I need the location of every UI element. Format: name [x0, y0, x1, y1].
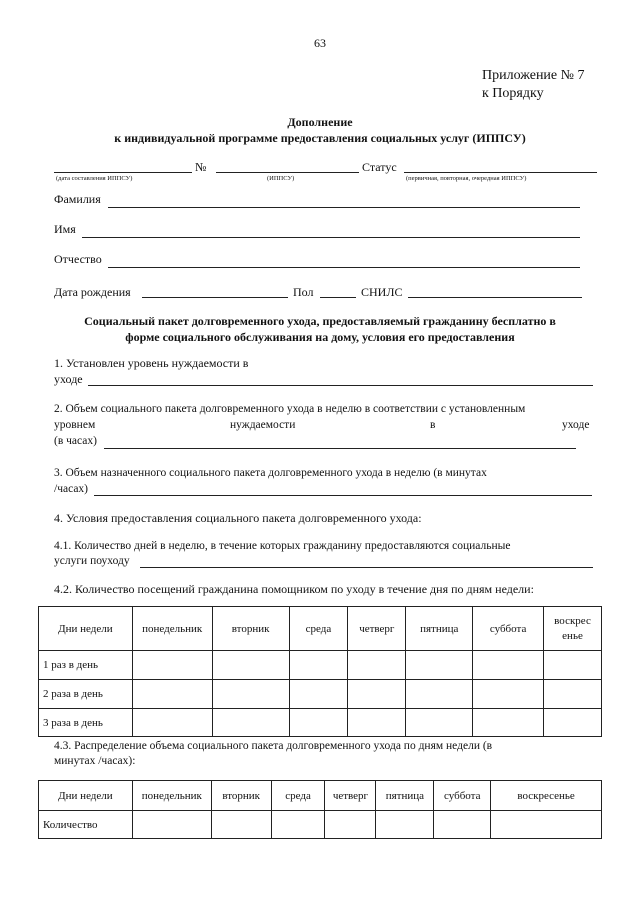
- row-label: 3 раза в день: [39, 709, 133, 737]
- table-cell[interactable]: [132, 680, 212, 709]
- table-cell[interactable]: [473, 651, 544, 680]
- patronymic-label: Отчество: [54, 252, 102, 266]
- status-label: Статус: [362, 160, 397, 174]
- visits-table: [38, 606, 602, 737]
- item2-line1: 2. Объем социального пакета долговременного ухода в неделю в соответствии с установленным: [54, 403, 526, 415]
- visits-table-header: [39, 607, 602, 651]
- table-cell[interactable]: [406, 709, 473, 737]
- appendix-label: Приложение № 7: [482, 68, 585, 83]
- header-cell: суббота: [434, 781, 491, 811]
- table-cell[interactable]: [473, 709, 544, 737]
- table-cell[interactable]: [406, 680, 473, 709]
- item1-answer-line[interactable]: [88, 385, 593, 386]
- table-cell[interactable]: [491, 811, 602, 839]
- table-cell[interactable]: [132, 709, 212, 737]
- header-cell: понедельник: [132, 781, 211, 811]
- birth-date-line[interactable]: [142, 297, 288, 298]
- sex-line[interactable]: [320, 297, 356, 298]
- appendix-order: к Порядку: [482, 86, 544, 101]
- item2-line3: (в часах): [54, 435, 97, 447]
- table-cell[interactable]: [434, 811, 491, 839]
- sex-label: Пол: [293, 285, 314, 299]
- header-cell: четверг: [348, 607, 406, 651]
- item41-answer-line[interactable]: [140, 567, 593, 568]
- snils-line[interactable]: [408, 297, 582, 298]
- table-cell[interactable]: [348, 680, 406, 709]
- section-title-line2: форме социального обслуживания на дому, условия его предоставления: [125, 330, 515, 344]
- table-cell[interactable]: [211, 811, 271, 839]
- item3-line1: 3. Объем назначенного социального пакета долговременного ухода в неделю (в минутах: [54, 467, 487, 479]
- table-cell[interactable]: [406, 651, 473, 680]
- item2-word3: в: [430, 419, 436, 431]
- table-cell[interactable]: [544, 709, 602, 737]
- table-row: [39, 651, 602, 680]
- table-cell[interactable]: [473, 680, 544, 709]
- table-cell[interactable]: [212, 709, 289, 737]
- birth-date-label: Дата рождения: [54, 285, 131, 299]
- item4-heading: 4. Условия предоставления социального пакета долговременного ухода:: [54, 511, 422, 525]
- surname-label: Фамилия: [54, 192, 101, 206]
- header-cell: воскрес енье: [544, 607, 602, 651]
- table-cell[interactable]: [132, 651, 212, 680]
- doc-subtitle: к индивидуальной программе предоставления социальных услуг (ИППСУ): [114, 131, 526, 145]
- row-label: 2 раза в день: [39, 680, 133, 709]
- table-cell[interactable]: [289, 709, 348, 737]
- header-cell: вторник: [211, 781, 271, 811]
- caption-date: (дата составления ИППСУ): [56, 175, 133, 182]
- item1-line2: уходе: [54, 372, 83, 386]
- table-cell[interactable]: [289, 680, 348, 709]
- snils-label: СНИЛС: [361, 285, 403, 299]
- header-cell: Дни недели: [39, 781, 133, 811]
- table-row: [39, 709, 602, 737]
- item2-answer-line[interactable]: [104, 448, 576, 449]
- table-cell[interactable]: [544, 651, 602, 680]
- item43-line2: минутах /часах):: [54, 755, 136, 767]
- header-cell: воскресенье: [491, 781, 602, 811]
- item43-line1: 4.3. Распределение объема социального пакета долговременного ухода по дням недели (в: [54, 740, 493, 752]
- table-cell[interactable]: [325, 811, 376, 839]
- item2-word1: уровнем: [54, 419, 96, 431]
- name-label: Имя: [54, 222, 76, 236]
- item2-word4: уходе: [562, 419, 590, 431]
- date-line[interactable]: [54, 172, 192, 173]
- item1-line1: 1. Установлен уровень нуждаемости в: [54, 356, 249, 370]
- table-cell[interactable]: [376, 811, 434, 839]
- item2-word2: нуждаемости: [230, 419, 296, 431]
- table-row: [39, 811, 602, 839]
- table-cell[interactable]: [132, 811, 211, 839]
- item41-line2: услуги поуходу: [54, 555, 130, 567]
- table-cell[interactable]: [348, 651, 406, 680]
- header-cell: четверг: [325, 781, 376, 811]
- name-line[interactable]: [82, 237, 580, 238]
- item3-answer-line[interactable]: [94, 495, 592, 496]
- table-row: [39, 680, 602, 709]
- item42-heading: 4.2. Количество посещений гражданина помощником по уходу в течение дня по дням недели:: [54, 582, 534, 596]
- ippsu-number-line[interactable]: [216, 172, 359, 173]
- surname-line[interactable]: [108, 207, 580, 208]
- header-cell: понедельник: [132, 607, 212, 651]
- item41-line1: 4.1. Количество дней в неделю, в течение которых гражданину предоставляются социальные: [54, 540, 511, 552]
- section-title-line1: Социальный пакет долговременного ухода, предоставляемый гражданину бесплатно в: [84, 314, 556, 328]
- table-cell[interactable]: [212, 651, 289, 680]
- table-cell[interactable]: [271, 811, 325, 839]
- header-cell: среда: [271, 781, 325, 811]
- doc-title: Дополнение: [287, 115, 353, 129]
- caption-ippsu: (ИППСУ): [267, 175, 295, 182]
- header-cell: суббота: [473, 607, 544, 651]
- minutes-table-header: [39, 781, 602, 811]
- caption-status: (первичная, повторная, очередная ИППСУ): [406, 175, 527, 182]
- table-cell[interactable]: [289, 651, 348, 680]
- header-cell: Дни недели: [39, 607, 133, 651]
- number-sign: №: [195, 160, 207, 174]
- row-label: Количество: [39, 811, 133, 839]
- header-cell: пятница: [376, 781, 434, 811]
- minutes-table: [38, 780, 602, 839]
- status-line[interactable]: [404, 172, 597, 173]
- row-label: 1 раз в день: [39, 651, 133, 680]
- header-cell: пятница: [406, 607, 473, 651]
- table-cell[interactable]: [544, 680, 602, 709]
- header-cell: вторник: [212, 607, 289, 651]
- header-cell: среда: [289, 607, 348, 651]
- table-cell[interactable]: [212, 680, 289, 709]
- item3-line2: /часах): [54, 483, 89, 495]
- page-number: 63: [314, 36, 326, 50]
- table-cell[interactable]: [348, 709, 406, 737]
- patronymic-line[interactable]: [108, 267, 580, 268]
